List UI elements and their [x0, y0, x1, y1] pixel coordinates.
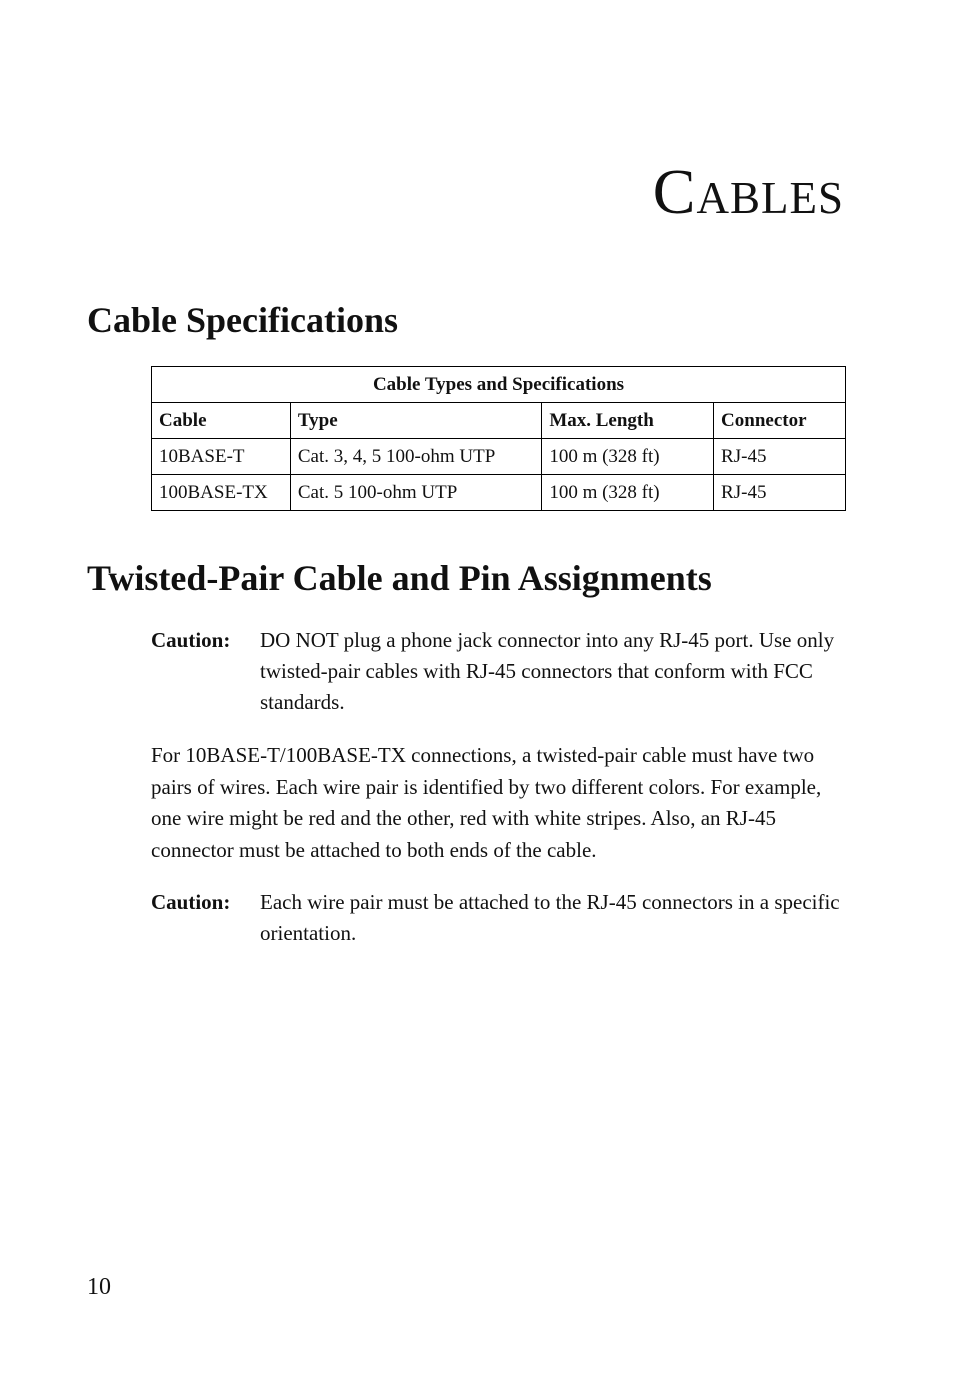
cell-connector: RJ-45 — [714, 475, 846, 511]
column-header-cable: Cable — [152, 403, 291, 439]
cell-cable: 10BASE-T — [152, 439, 291, 475]
page-title: Cables — [652, 156, 844, 227]
table-header-row — [152, 403, 846, 439]
caution-note — [151, 887, 851, 949]
caution-note — [151, 625, 851, 718]
caution-label: Caution: — [151, 628, 231, 652]
section-heading-twisted-pair: Twisted-Pair Cable and Pin Assignments — [87, 558, 712, 598]
cell-cable: 100BASE-TX — [152, 475, 291, 511]
table-row — [152, 439, 846, 475]
table-caption: Cable Types and Specifications — [152, 367, 846, 403]
cell-type: Cat. 3, 4, 5 100-ohm UTP — [290, 439, 541, 475]
cell-max-length: 100 m (328 ft) — [542, 439, 714, 475]
caution-text: DO NOT plug a phone jack connector into any RJ-45 port. Use only twisted-pair cables with RJ-45 connectors that conform with FCC standards. — [260, 628, 835, 714]
column-header-type: Type — [290, 403, 541, 439]
column-header-max-length: Max. Length — [542, 403, 714, 439]
caution-text: Each wire pair must be attached to the RJ-45 connectors in a specific orientation. — [260, 890, 840, 945]
table-caption-row — [152, 367, 846, 403]
page-number: 10 — [87, 1274, 111, 1300]
cable-spec-table — [151, 366, 846, 511]
column-header-connector: Connector — [714, 403, 846, 439]
table-row — [152, 475, 846, 511]
cell-connector: RJ-45 — [714, 439, 846, 475]
section-heading-cable-specifications: Cable Specifications — [87, 300, 398, 340]
caution-label: Caution: — [151, 890, 231, 914]
cell-type: Cat. 5 100-ohm UTP — [290, 475, 541, 511]
body-paragraph: For 10BASE-T/100BASE-TX connections, a twisted-pair cable must have two pairs of wires. Each wire pair is identified by two different colors. For example, one wire might be red and the other, red with white stripes. Also, an RJ-45 connector must be attached to both ends of the cable. — [151, 743, 822, 862]
cell-max-length: 100 m (328 ft) — [542, 475, 714, 511]
